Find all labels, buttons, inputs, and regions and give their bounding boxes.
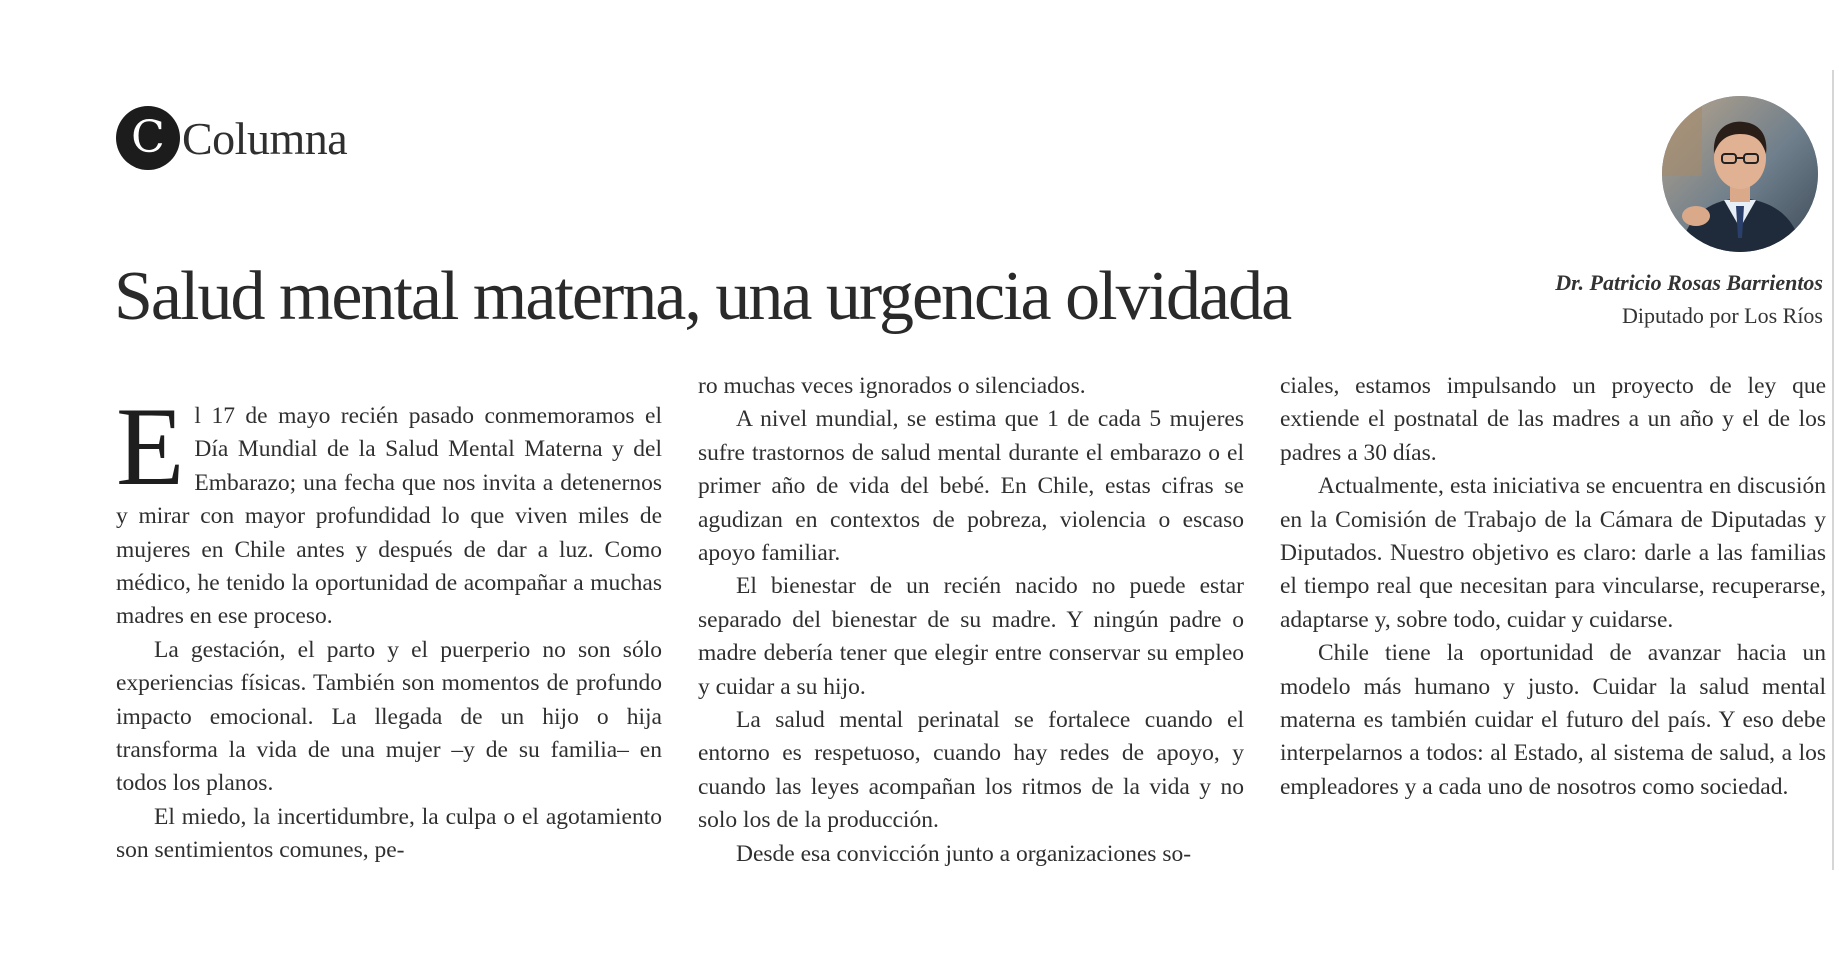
paragraph bbox=[116, 385, 662, 634]
paragraph: La gestación, el parto y el puerperio no son sólo experiencias físicas. También son momentos de profundo impacto emocional. La llegada de un hijo o hija transforma la vida de una mujer –y de su familia– en todos los planos. bbox=[116, 636, 662, 797]
page-edge-rule bbox=[1832, 70, 1834, 870]
article-column-2 bbox=[698, 370, 1244, 871]
paragraph: El bienestar de un recién nacido no puede estar separado del bienestar de su madre. Y ningún padre o madre debería tener que elegir entre conservar su empleo y cuidar a su hijo. bbox=[698, 573, 1244, 700]
author-photo bbox=[1662, 96, 1818, 252]
headline: Salud mental materna, una urgencia olvidada bbox=[114, 258, 1291, 335]
paragraph: A nivel mundial, se estima que 1 de cada 5 mujeres sufre trastornos de salud mental durante el embarazo o el primer año de vida del bebé. En Chile, estas cifras se agudizan en contextos de pobreza, violencia o escaso apoyo familiar. bbox=[698, 406, 1244, 567]
section-label: Columna bbox=[182, 112, 348, 164]
section-badge-letter: C bbox=[131, 112, 165, 163]
section-badge-icon bbox=[116, 106, 180, 170]
paragraph: ro muchas veces ignorados o silenciados. bbox=[698, 373, 1086, 399]
paragraph: Chile tiene la oportunidad de avanzar hacia un modelo más humano y justo. Cuidar la salud mental materna es también cuidar el futuro del país. Y eso debe interpelarnos a todos: al Estado, al sistema de salud, a los empleadores y a cada uno de nosotros como sociedad. bbox=[1280, 640, 1826, 800]
article-column-1 bbox=[116, 385, 662, 868]
paragraph: Actualmente, esta iniciativa se encuentra en discusión en la Comisión de Trabajo de la Cámara de Diputadas y Diputados. Nuestro objetivo es claro: darle a las familias el tiempo real que necesitan para vincularse, recuperarse, adaptarse y, sobre todo, cuidar y cuidarse. bbox=[1280, 473, 1826, 633]
paragraph-text: l 17 de mayo recién pasado conmemoramos el Día Mundial de la Salud Mental Materna y del Embarazo; una fecha que nos invita a detenernos y mirar con mayor profundidad lo que viven miles de mujeres en Chile antes y después de dar a luz. Como médico, he tenido la oportunidad de acompañar a muchas madres en ese proceso. bbox=[116, 403, 662, 630]
paragraph: La salud mental perinatal se fortalece cuando el entorno es respetuoso, cuando hay redes de apoyo, y cuando las leyes acompañan los ritmos de la vida y no solo los de la producción. bbox=[698, 707, 1244, 834]
article-column-3 bbox=[1280, 370, 1826, 804]
author-role: Diputado por Los Ríos bbox=[1621, 303, 1823, 328]
drop-cap: E bbox=[116, 385, 185, 509]
author-portrait-icon bbox=[1662, 96, 1818, 252]
paragraph: El miedo, la incertidumbre, la culpa o el agotamiento son sentimientos comunes, pe- bbox=[116, 803, 662, 864]
section-header bbox=[116, 106, 347, 170]
paragraph: Desde esa convicción junto a organizaciones so- bbox=[736, 840, 1192, 867]
author-name: Dr. Patricio Rosas Barrientos bbox=[1555, 270, 1823, 295]
paragraph: ciales, estamos impulsando un proyecto de ley que extiende el postnatal de las madres a un año y el de los padres a 30 días. bbox=[1280, 373, 1826, 466]
